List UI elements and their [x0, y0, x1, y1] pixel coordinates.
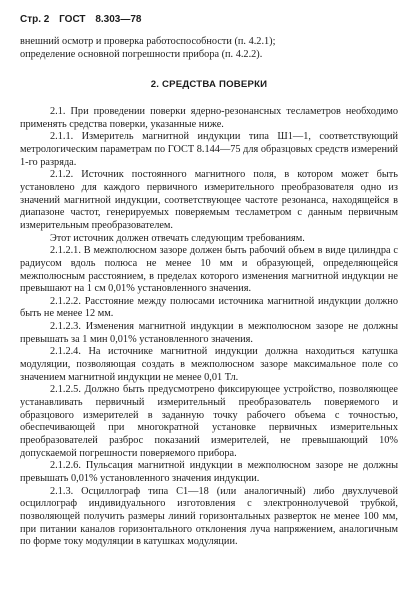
paragraph: 2.1.1. Измеритель магнитной индукции типа Ш1—1, соответствующий метрологическим параметрам по ГОСТ 8.144—75 для образцовых средств измерений 1-го разряда. [20, 131, 398, 168]
gost-label: ГОСТ [59, 14, 86, 25]
paragraph: 2.1.2.6. Пульсация магнитной индукции в межполюсном зазоре не должны превышать 0,01% установленного значения индукции. [20, 460, 398, 484]
paragraph: 2.1.2. Источник постоянного магнитного поля, в котором может быть установлено для каждого первичного измерительного преобразователя одно из значений магнитной индукции, соответствующее частоте резонанса, находящейся в диапазоне частот, генерируемых поверяемым тесламетром с данным первичным измерительным преобразователем. [20, 169, 398, 231]
paragraph: 2.1.2.4. На источнике магнитной индукции должна находиться катушка модуляции, позволяющая создать в межполюсном зазоре максимальное поле со значением магнитной индукции не менее 0,01 Тл. [20, 346, 398, 383]
page-header [20, 14, 148, 27]
intro-line: внешний осмотр и проверка работоспособности (п. 4.2.1); [20, 36, 276, 47]
page-number: Стр. 2 [20, 14, 50, 25]
document-body [20, 36, 398, 549]
paragraph: 2.1.2.2. Расстояние между полюсами источника магнитной индукции должно быть не менее 12 мм. [20, 295, 398, 320]
paragraph: Этот источник должен отвечать следующим требованиям. [50, 232, 305, 244]
paragraph: 2.1. При проведении поверки ядерно-резонансных тесламетров необходимо применять средства поверки, указанные ниже. [20, 105, 398, 130]
section-heading: 2. СРЕДСТВА ПОВЕРКИ [150, 79, 268, 91]
paragraph: 2.1.2.3. Изменения магнитной индукции в межполюсном зазоре не должны превышать за 1 мин 0,01% установленного значения. [20, 321, 398, 345]
intro-line: определение основной погрешности прибора (п. 4.2.2). [20, 48, 263, 60]
paragraph: 2.1.3. Осциллограф типа С1—18 (или аналогичный) либо двухлучевой осциллограф индивидуального изготовления с электроннолучевой трубкой, позволяющей получить размеры линий горизонтальных разверток не менее 100 мм, при питании каналов горизонтального отклонения луча напряжением, аналогичным по форме току модуляции в катушках модуляции. [20, 485, 398, 548]
paragraph: 2.1.2.5. Должно быть предусмотрено фиксирующее устройство, позволяющее устанавливать первичный измерительный преобразователь поверяемого и образцового измерителей в заданную точку рабочего объема с точностью, обеспечивающей при многократной установке первичных измерительных преобразователей разброс показаний измерителей, не превышающий 10% допускаемой погрешности поверяемого прибора. [20, 384, 398, 459]
paragraph: 2.1.2.1. В межполюсном зазоре должен быть рабочий объем в виде цилиндра с радиусом вдоль полюса не менее 10 мм и образующей, определяющейся межполюсным расстоянием, в пределах которого изменения магнитной индукции не превышают на 1 см 0,01% установленного значения. [20, 245, 398, 295]
standard-number: 8.303—78 [95, 14, 142, 25]
